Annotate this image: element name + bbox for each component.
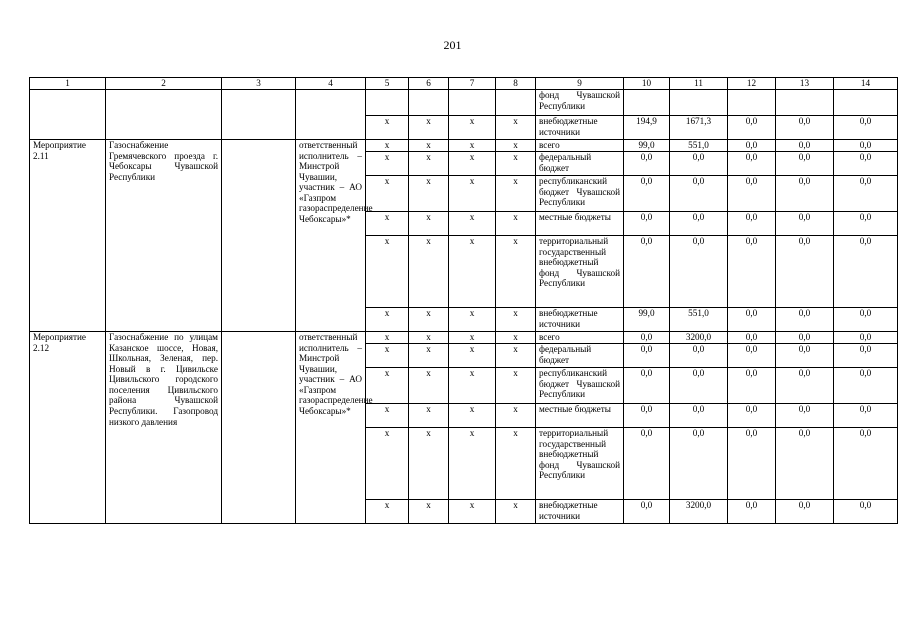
funding-source: внебюджетные источники (536, 500, 624, 524)
mark-cell: x (409, 344, 449, 368)
mark-cell: x (449, 344, 496, 368)
mark-cell: x (496, 152, 536, 176)
mark-cell: x (409, 236, 449, 308)
mark-cell: x (449, 140, 496, 152)
value-cell: 0,0 (776, 308, 834, 332)
value-cell: 0,0 (624, 368, 670, 404)
mark-cell: x (496, 212, 536, 236)
value-cell: 0,0 (728, 176, 776, 212)
mark-cell: x (496, 404, 536, 428)
mark-cell: x (449, 404, 496, 428)
mark-cell: x (496, 308, 536, 332)
mark-cell: x (366, 212, 409, 236)
value-cell: 0,0 (728, 404, 776, 428)
value-cell: 0,0 (776, 500, 834, 524)
value-cell: 0,0 (834, 116, 898, 140)
column-number-2: 2 (106, 78, 222, 90)
budget-table (29, 77, 898, 524)
mark-cell: x (409, 332, 449, 344)
column-number-3: 3 (222, 78, 296, 90)
value-cell: 0,0 (624, 236, 670, 308)
mark-cell: x (409, 308, 449, 332)
mark-cell: x (496, 368, 536, 404)
value-cell: 0,0 (834, 332, 898, 344)
mark-cell (366, 90, 409, 116)
value-cell: 0,0 (834, 308, 898, 332)
value-cell: 0,0 (776, 236, 834, 308)
column-number-6: 6 (409, 78, 449, 90)
value-cell: 0,0 (834, 500, 898, 524)
value-cell: 0,0 (776, 152, 834, 176)
funding-source: федеральный бюджет (536, 344, 624, 368)
carry-name-cell (106, 90, 222, 140)
mark-cell: x (449, 368, 496, 404)
value-cell: 0,0 (834, 152, 898, 176)
value-cell: 0,0 (728, 212, 776, 236)
mark-cell: x (449, 500, 496, 524)
value-cell: 0,0 (728, 368, 776, 404)
value-cell: 0,0 (834, 140, 898, 152)
mark-cell: x (366, 236, 409, 308)
measure-code: Мероприятие 2.12 (30, 332, 106, 524)
value-cell: 0,0 (624, 500, 670, 524)
mark-cell: x (496, 500, 536, 524)
mark-cell: x (409, 428, 449, 500)
value-cell: 0,0 (834, 176, 898, 212)
mark-cell (409, 90, 449, 116)
mark-cell: x (409, 116, 449, 140)
funding-source: всего (536, 140, 624, 152)
value-cell: 0,0 (728, 116, 776, 140)
value-cell: 0,0 (670, 428, 728, 500)
value-cell: 0,0 (728, 428, 776, 500)
value-cell: 0,0 (728, 236, 776, 308)
value-cell: 551,0 (670, 140, 728, 152)
value-cell: 0,0 (728, 344, 776, 368)
value-cell: 0,0 (624, 176, 670, 212)
value-cell: 99,0 (624, 140, 670, 152)
table-row (30, 140, 898, 152)
value-cell: 0,0 (670, 212, 728, 236)
column-number-1: 1 (30, 78, 106, 90)
value-cell: 0,0 (776, 176, 834, 212)
funding-source: территориальный государственный внебюджетный фонд Чувашской Республики (536, 428, 624, 500)
measure-code: Мероприятие 2.11 (30, 140, 106, 332)
mark-cell: x (409, 404, 449, 428)
column-number-9: 9 (536, 78, 624, 90)
mark-cell: x (449, 236, 496, 308)
mark-cell: x (366, 404, 409, 428)
mark-cell: x (366, 140, 409, 152)
value-cell: 0,0 (834, 344, 898, 368)
value-cell: 551,0 (670, 308, 728, 332)
column-number-12: 12 (728, 78, 776, 90)
value-cell: 99,0 (624, 308, 670, 332)
value-cell: 0,0 (776, 368, 834, 404)
mark-cell (449, 90, 496, 116)
mark-cell: x (496, 428, 536, 500)
value-cell: 0,0 (624, 404, 670, 428)
value-cell: 0,0 (776, 116, 834, 140)
mark-cell: x (366, 308, 409, 332)
column-number-11: 11 (670, 78, 728, 90)
mark-cell: x (409, 500, 449, 524)
mark-cell: x (496, 176, 536, 212)
column-number-13: 13 (776, 78, 834, 90)
mark-cell: x (496, 332, 536, 344)
value-cell: 0,0 (624, 428, 670, 500)
mark-cell (496, 90, 536, 116)
value-cell: 0,0 (670, 344, 728, 368)
column-number-7: 7 (449, 78, 496, 90)
mark-cell: x (366, 500, 409, 524)
mark-cell: x (366, 332, 409, 344)
funding-source: всего (536, 332, 624, 344)
value-cell: 0,0 (776, 140, 834, 152)
mark-cell: x (496, 344, 536, 368)
value-cell: 0,0 (670, 236, 728, 308)
value-cell: 0,0 (624, 332, 670, 344)
table-row (30, 90, 898, 116)
value-cell: 0,0 (834, 428, 898, 500)
column-number-14: 14 (834, 78, 898, 90)
page-number: 201 (443, 38, 462, 52)
responsible-executor: ответственный исполнитель – Минстрой Чувашии, участник – АО «Газпром газораспределение Чебоксары»* (296, 332, 366, 524)
value-cell: 0,0 (834, 404, 898, 428)
column-number-10: 10 (624, 78, 670, 90)
measure-col3 (222, 332, 296, 524)
funding-source: местные бюджеты (536, 404, 624, 428)
value-cell: 194,9 (624, 116, 670, 140)
column-number-5: 5 (366, 78, 409, 90)
header-row (30, 78, 898, 90)
mark-cell: x (366, 152, 409, 176)
funding-source: республиканский бюджет Чувашской Республики (536, 368, 624, 404)
value-cell: 0,0 (728, 152, 776, 176)
value-cell (670, 90, 728, 116)
value-cell: 0,0 (834, 236, 898, 308)
mark-cell: x (409, 368, 449, 404)
funding-source: территориальный государственный внебюджетный фонд Чувашской Республики (536, 236, 624, 308)
value-cell: 0,0 (670, 152, 728, 176)
funding-source: фонд Чувашской Республики (536, 90, 624, 116)
value-cell: 0,0 (728, 500, 776, 524)
mark-cell: x (449, 332, 496, 344)
mark-cell: x (449, 212, 496, 236)
value-cell (624, 90, 670, 116)
column-number-4: 4 (296, 78, 366, 90)
value-cell: 0,0 (670, 404, 728, 428)
table-row (30, 332, 898, 344)
mark-cell: x (366, 176, 409, 212)
carry-code-cell (30, 90, 106, 140)
responsible-executor: ответственный исполнитель – Минстрой Чувашии, участник – АО «Газпром газораспределение Чебоксары»* (296, 140, 366, 332)
value-cell: 0,0 (624, 344, 670, 368)
funding-source: республиканский бюджет Чувашской Республики (536, 176, 624, 212)
funding-source: местные бюджеты (536, 212, 624, 236)
funding-source: внебюджетные источники (536, 308, 624, 332)
mark-cell: x (366, 428, 409, 500)
value-cell: 0,0 (670, 176, 728, 212)
mark-cell: x (409, 176, 449, 212)
mark-cell: x (496, 140, 536, 152)
mark-cell: x (409, 140, 449, 152)
value-cell: 0,0 (728, 308, 776, 332)
mark-cell: x (409, 152, 449, 176)
mark-cell: x (366, 116, 409, 140)
value-cell: 0,0 (776, 428, 834, 500)
value-cell: 0,0 (624, 152, 670, 176)
value-cell: 0,0 (776, 404, 834, 428)
value-cell: 0,0 (670, 368, 728, 404)
value-cell: 3200,0 (670, 332, 728, 344)
value-cell (728, 90, 776, 116)
value-cell: 0,0 (776, 344, 834, 368)
mark-cell: x (366, 368, 409, 404)
mark-cell: x (449, 428, 496, 500)
carry-responsible-cell (296, 90, 366, 140)
mark-cell: x (409, 212, 449, 236)
value-cell: 0,0 (624, 212, 670, 236)
value-cell: 1671,3 (670, 116, 728, 140)
value-cell: 0,0 (728, 332, 776, 344)
measure-name: Газоснабжение Гремячевского проезда г. Чебоксары Чувашской Республики (106, 140, 222, 332)
mark-cell: x (449, 116, 496, 140)
mark-cell: x (496, 236, 536, 308)
mark-cell: x (449, 152, 496, 176)
value-cell: 0,0 (776, 332, 834, 344)
mark-cell: x (449, 176, 496, 212)
value-cell: 0,0 (728, 140, 776, 152)
carry-col3-cell (222, 90, 296, 140)
value-cell: 3200,0 (670, 500, 728, 524)
value-cell (776, 90, 834, 116)
mark-cell: x (366, 344, 409, 368)
value-cell (834, 90, 898, 116)
measure-name: Газоснабжение по улицам Казанское шоссе, Новая, Школьная, Зеленая, пер. Новый в г. Цивильске Цивильского городского поселения Цивильского района Чувашской Республики. Газопровод низкого давления (106, 332, 222, 524)
column-number-8: 8 (496, 78, 536, 90)
value-cell: 0,0 (776, 212, 834, 236)
value-cell: 0,0 (834, 368, 898, 404)
value-cell: 0,0 (834, 212, 898, 236)
funding-source: федеральный бюджет (536, 152, 624, 176)
measure-col3 (222, 140, 296, 332)
mark-cell: x (496, 116, 536, 140)
funding-source: внебюджетные источники (536, 116, 624, 140)
mark-cell: x (449, 308, 496, 332)
